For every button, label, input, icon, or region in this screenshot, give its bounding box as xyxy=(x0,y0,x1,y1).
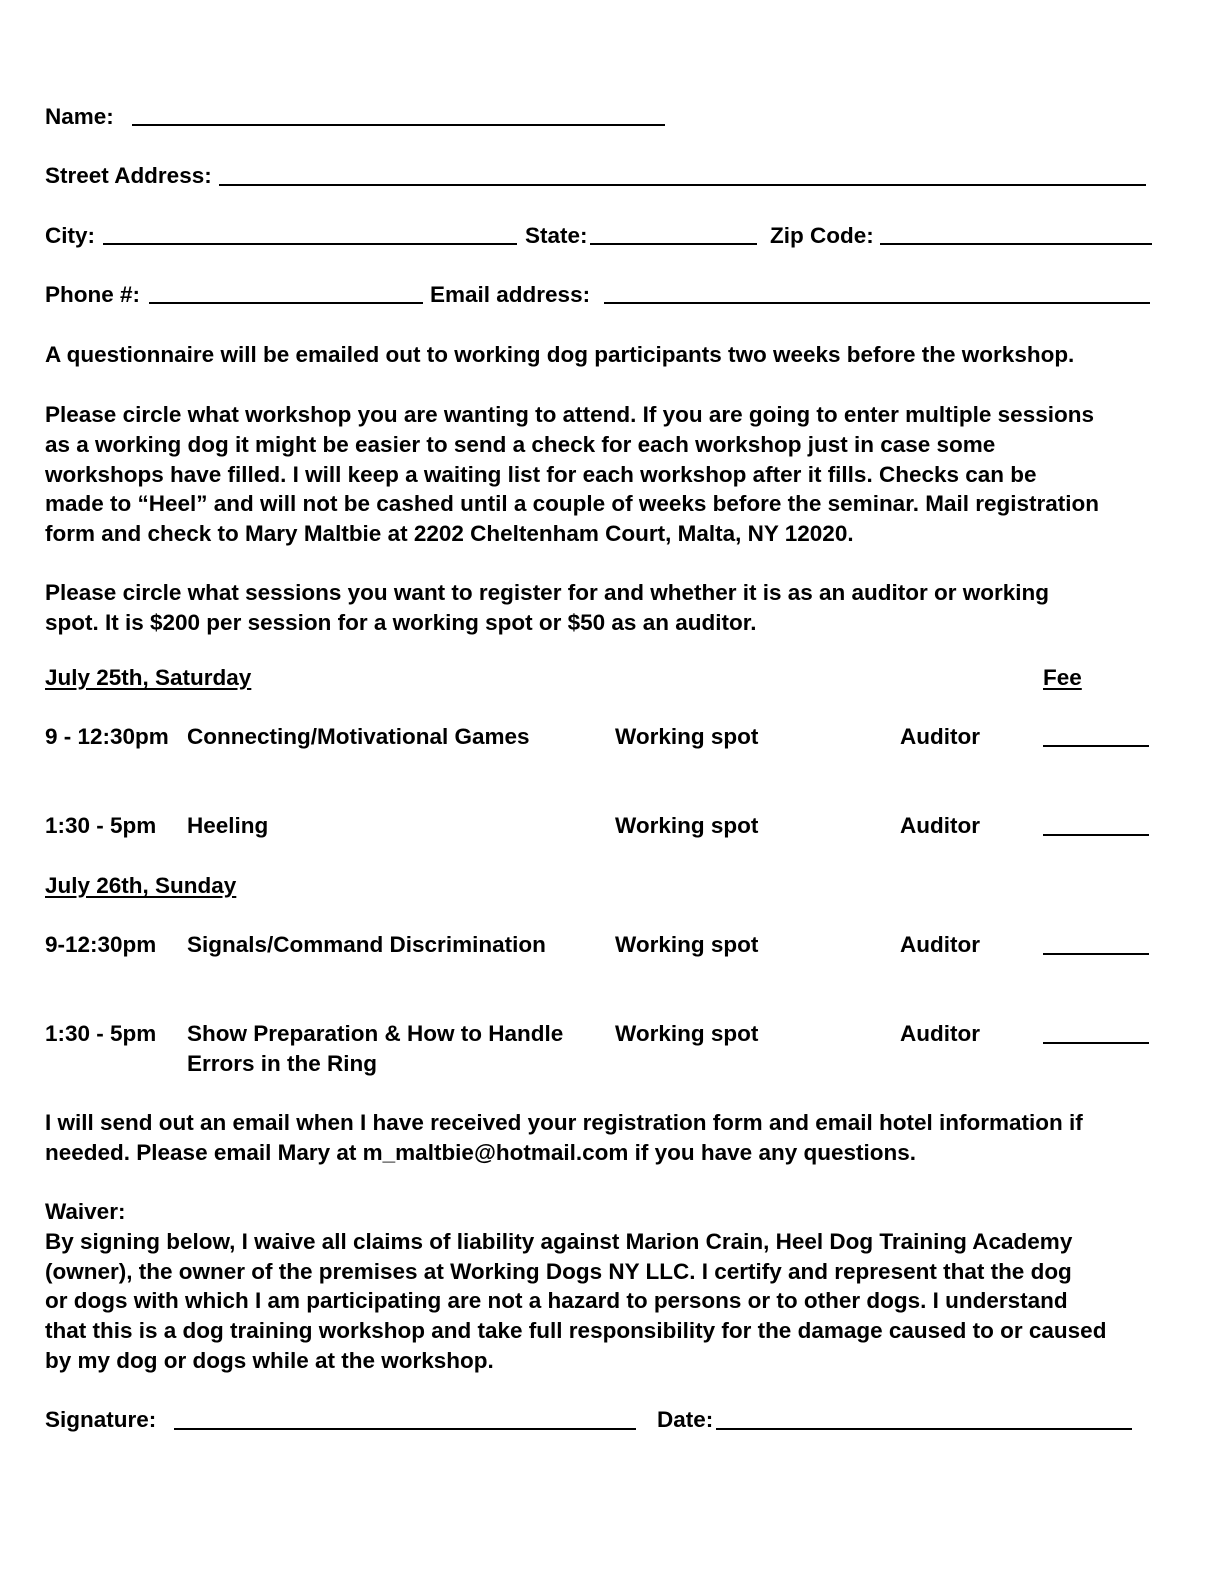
fee-header: Fee xyxy=(1043,665,1082,690)
auditor-option[interactable]: Auditor xyxy=(900,1021,980,1046)
session-title: Connecting/Motivational Games xyxy=(187,724,530,749)
street-address-label: Street Address: xyxy=(45,163,212,188)
paragraph-line: workshops have filled. I will keep a waiting list for each workshop after it fills. Checks can be xyxy=(45,461,1037,487)
signature-label: Signature: xyxy=(45,1407,157,1432)
session-title-continued: Errors in the Ring xyxy=(187,1051,378,1076)
city-field[interactable] xyxy=(103,243,517,245)
auditor-option[interactable]: Auditor xyxy=(900,813,980,838)
auditor-option[interactable]: Auditor xyxy=(900,724,980,749)
waiver-line: (owner), the owner of the premises at Working Dogs NY LLC. I certify and represent that the dog xyxy=(45,1258,1072,1284)
day1-heading: July 25th, Saturday xyxy=(45,665,252,690)
session-time: 1:30 - 5pm xyxy=(45,1021,157,1046)
questionnaire-note: A questionnaire will be emailed out to working dog participants two weeks before the workshop. xyxy=(45,342,1075,367)
working-spot-option[interactable]: Working spot xyxy=(615,813,759,838)
name-label: Name: xyxy=(45,104,114,129)
signature-field[interactable] xyxy=(174,1428,636,1430)
waiver-line: By signing below, I waive all claims of liability against Marion Crain, Heel Dog Training Academy xyxy=(45,1228,1073,1254)
working-spot-option[interactable]: Working spot xyxy=(615,932,759,957)
phone-label: Phone #: xyxy=(45,282,141,307)
session-title: Signals/Command Discrimination xyxy=(187,932,546,957)
fee-field[interactable] xyxy=(1043,1042,1149,1044)
waiver-line: or dogs with which I am participating are not a hazard to persons or to other dogs. I understand xyxy=(45,1288,1068,1314)
session-time: 9-12:30pm xyxy=(45,932,157,957)
paragraph-line: Please circle what sessions you want to register for and whether it is as an auditor or working xyxy=(45,580,1050,605)
state-field[interactable] xyxy=(590,243,757,245)
date-field[interactable] xyxy=(716,1428,1132,1430)
waiver-section xyxy=(45,1197,1185,1376)
working-spot-option[interactable]: Working spot xyxy=(615,1021,759,1046)
day2-heading: July 26th, Sunday xyxy=(45,873,237,898)
zip-code-label: Zip Code: xyxy=(770,223,874,248)
state-label: State: xyxy=(525,223,588,248)
session-title: Heeling xyxy=(187,813,269,838)
circle-sessions-paragraph xyxy=(45,578,1185,638)
session-time: 1:30 - 5pm xyxy=(45,813,157,838)
fee-field[interactable] xyxy=(1043,834,1149,836)
email-field[interactable] xyxy=(604,302,1150,304)
waiver-line: by my dog or dogs while at the workshop. xyxy=(45,1347,494,1373)
city-label: City: xyxy=(45,223,95,248)
zip-code-field[interactable] xyxy=(880,243,1152,245)
circle-workshop-paragraph xyxy=(45,400,1185,549)
session-time: 9 - 12:30pm xyxy=(45,724,169,749)
fee-field[interactable] xyxy=(1043,745,1149,747)
waiver-line: that this is a dog training workshop and take full responsibility for the damage caused to or caused xyxy=(45,1318,1107,1344)
paragraph-line: I will send out an email when I have received your registration form and email hotel information if xyxy=(45,1110,1083,1135)
paragraph-line: made to “Heel” and will not be cashed until a couple of weeks before the seminar. Mail registration xyxy=(45,491,1099,517)
email-label: Email address: xyxy=(430,282,591,307)
paragraph-line: Please circle what workshop you are wanting to attend. If you are going to enter multiple sessions xyxy=(45,402,1094,427)
date-label: Date: xyxy=(657,1407,714,1432)
paragraph-line: needed. Please email Mary at m_maltbie@hotmail.com if you have any questions. xyxy=(45,1139,916,1165)
session-title: Show Preparation & How to Handle xyxy=(187,1021,564,1046)
working-spot-option[interactable]: Working spot xyxy=(615,724,759,749)
phone-field[interactable] xyxy=(149,302,423,304)
waiver-heading: Waiver: xyxy=(45,1199,126,1224)
street-address-field[interactable] xyxy=(219,184,1146,186)
fee-field[interactable] xyxy=(1043,953,1149,955)
paragraph-line: form and check to Mary Maltbie at 2202 Cheltenham Court, Malta, NY 12020. xyxy=(45,521,854,547)
auditor-option[interactable]: Auditor xyxy=(900,932,980,957)
email-note-paragraph xyxy=(45,1108,1185,1168)
paragraph-line: as a working dog it might be easier to send a check for each workshop just in case some xyxy=(45,431,996,457)
name-field[interactable] xyxy=(132,124,665,126)
paragraph-line: spot. It is $200 per session for a working spot or $50 as an auditor. xyxy=(45,609,757,635)
